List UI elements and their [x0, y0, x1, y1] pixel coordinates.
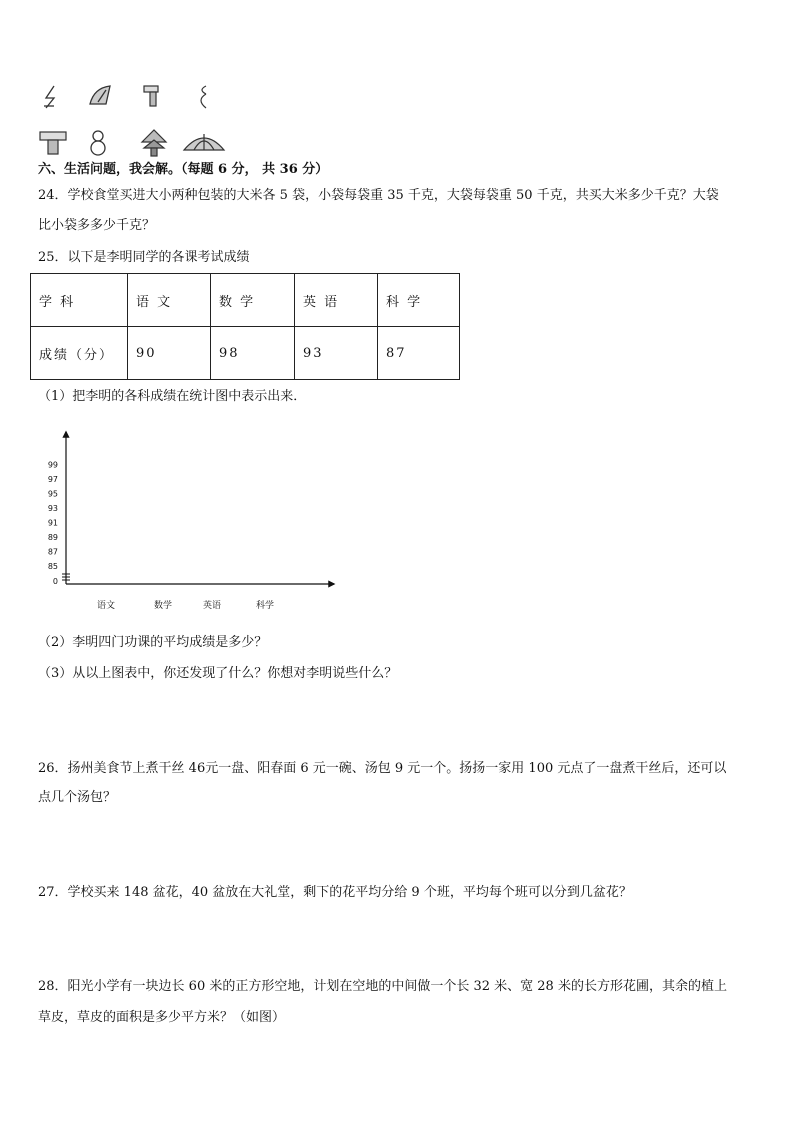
- table-cell: 90: [128, 327, 211, 380]
- y-tick-label: 89: [47, 533, 58, 542]
- scores-table: [30, 273, 460, 380]
- table-cell: 语 文: [128, 274, 211, 327]
- table-cell: 学 科: [31, 274, 128, 327]
- figure-3: [144, 86, 158, 106]
- y-tick-label: 85: [47, 562, 58, 571]
- x-tick-label: 数学: [153, 601, 173, 611]
- figure-2: [90, 86, 110, 104]
- table-row: [31, 274, 460, 327]
- figure-8: [184, 134, 224, 150]
- table-row: [31, 327, 460, 380]
- q25-sub-2: （2）李明四门功课的平均成绩是多少？: [38, 635, 268, 650]
- x-tick-label: 英语: [202, 601, 222, 611]
- x-tick-label: 科学: [255, 601, 275, 611]
- y-tick-label: 91: [47, 518, 58, 528]
- q25-intro: 25．以下是李明同学的各课考试成绩: [38, 250, 250, 265]
- y-tick-labels: [48, 461, 58, 587]
- chart-svg: [28, 428, 348, 618]
- q26-line-1: 26．扬州美食节上煮干丝 46元一盘、阳春面 6 元一碗、汤包 9 元一个。扬扬一家用 100 元点了一盘煮干丝后，还可以: [38, 761, 727, 776]
- y-tick-label: 95: [47, 489, 58, 499]
- q27-line-1: 27．学校买来 148 盆花，40 盆放在大礼堂，剩下的花平均分给 9 个班，平均每个班可以分到几盆花？: [38, 885, 632, 900]
- y-tick-label: 99: [47, 460, 58, 470]
- figure-6: [91, 131, 105, 155]
- q28-line-2: 草皮，草皮的面积是多少平方米？（如图）: [38, 1010, 286, 1025]
- q24-line-1: 24．学校食堂买进大小两种包装的大米各 5 袋，小袋每袋重 35 千克，大袋每袋重 50 千克，共买大米多少千克？大袋: [38, 188, 719, 203]
- table-cell: 科 学: [378, 274, 460, 327]
- figure-4: [201, 86, 206, 108]
- table-cell: 93: [295, 327, 378, 380]
- table-cell: 87: [378, 327, 460, 380]
- figure-row-1: [40, 82, 220, 112]
- figure-7: [142, 130, 166, 156]
- table-cell: 98: [211, 327, 295, 380]
- full-figures-svg: [38, 128, 228, 158]
- y-tick-label: 93: [47, 504, 58, 513]
- q25-sub-1: （1）把李明的各科成绩在统计图中表示出来．: [38, 389, 307, 404]
- q24-line-2: 比小袋多多少千克？: [38, 218, 156, 233]
- half-figures-svg: [40, 82, 220, 112]
- figure-5: [40, 132, 66, 154]
- figure-row-2: [38, 128, 228, 158]
- figure-1: [44, 86, 54, 108]
- y-tick-label: 87: [47, 547, 58, 557]
- x-tick-label: 语文: [96, 601, 116, 611]
- x-tick-labels: [97, 599, 274, 611]
- section-six-heading: 六、生活问题，我会解。（每题 6 分， 共 36 分）: [38, 162, 329, 177]
- table-cell: 英 语: [295, 274, 378, 327]
- table-cell: 成绩（分）: [31, 327, 128, 380]
- y-tick-label: 97: [47, 475, 58, 484]
- q26-line-2: 点几个汤包？: [38, 790, 117, 805]
- q25-sub-3: （3）从以上图表中，你还发现了什么？你想对李明说些什么？: [38, 666, 398, 681]
- score-chart: [28, 428, 348, 618]
- table-cell: 数 学: [211, 274, 295, 327]
- q28-line-1: 28．阳光小学有一块边长 60 米的正方形空地，计划在空地的中间做一个长 32 米、宽 28 米的长方形花圃，其余的植上: [38, 979, 727, 994]
- y-tick-label: 0: [52, 577, 58, 586]
